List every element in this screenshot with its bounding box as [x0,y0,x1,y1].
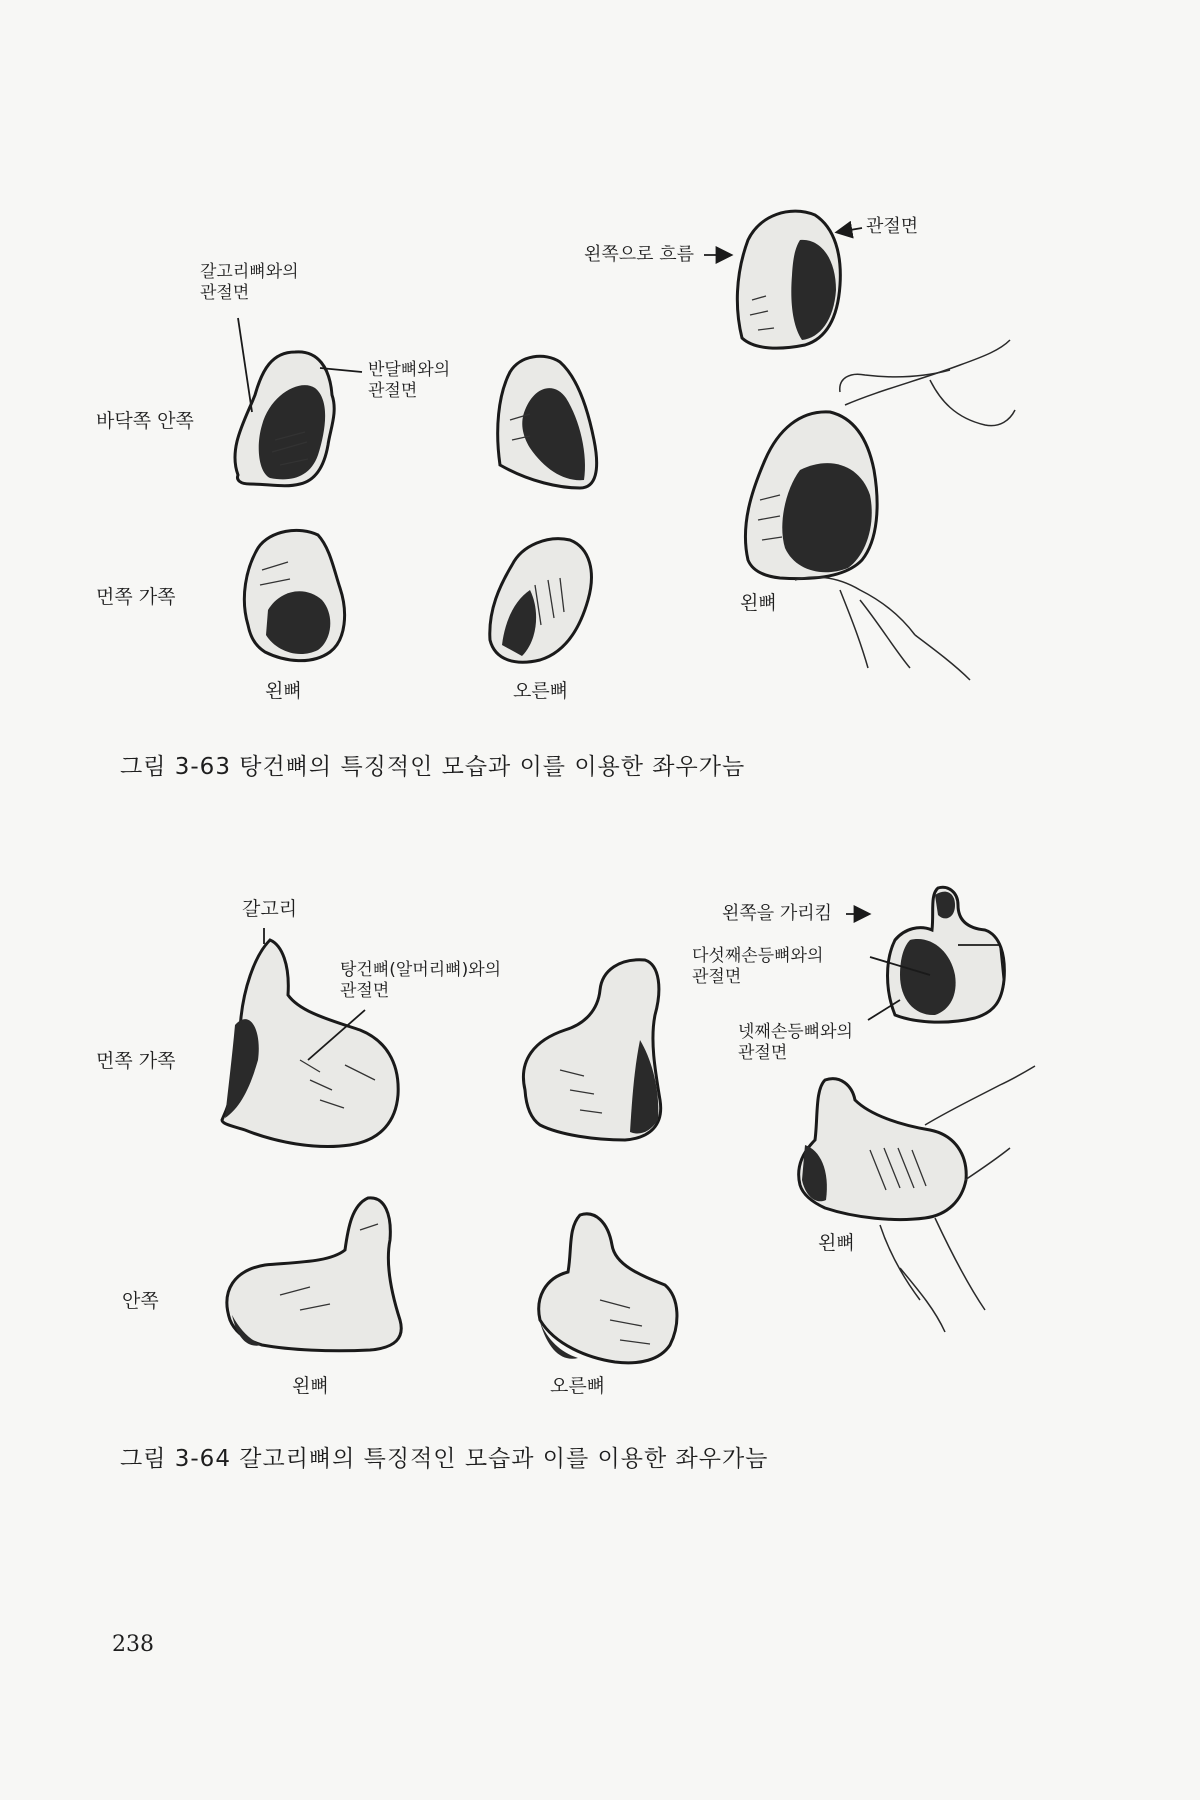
fig63-label-palmar-medial: 바닥쪽 안쪽 [96,410,194,432]
fig63-bone-distal-left [244,530,344,660]
fig64-bone-medial-right [539,1214,677,1363]
fig63-label-lunate-facet: 반달뼈와의 관절면 [368,360,451,401]
fig64-bone-distal-right [523,960,660,1140]
fig63-bone-distal-right [490,539,592,662]
fig63-label-flows-left: 왼쪽으로 흐름 [584,244,695,265]
fig63-label-left-bone: 왼뼈 [265,680,302,702]
fig64-label-fourth-metacarpal-facet: 넷째손등뼈와의 관절면 [738,1022,853,1063]
fig63-label-hamate-facet: 갈고리뼈와의 관절면 [200,262,299,303]
leader-hamate-facet [238,318,252,412]
fig64-label-right-bone: 오른뼈 [550,1375,606,1397]
fig64-bone-medial-left [227,1198,401,1351]
fig64-label-fifth-metacarpal-facet: 다섯째손등뼈와의 관절면 [692,946,824,987]
arrow-articular-surface [838,228,862,232]
fig64-label-left-bone: 왼뼈 [292,1375,329,1397]
fig63-bone-hand-held [745,412,877,579]
page-number: 238 [112,1632,154,1657]
fig64-bone-points-left [888,887,1005,1022]
fig64-label-points-left: 왼쪽을 가리킴 [722,903,833,924]
fig64-caption: 그림 3-64 갈고리뼈의 특징적인 모습과 이를 이용한 좌우가늠 [120,1446,769,1472]
fig63-label-left-bone-hand: 왼뼈 [740,592,777,614]
fig64-label-hook: 갈고리 [242,898,298,920]
fig63-caption: 그림 3-63 탕건뼈의 특징적인 모습과 이를 이용한 좌우가늠 [120,754,746,780]
fig64-bone-hand-held [799,1079,967,1220]
fig64-label-left-bone-hand: 왼뼈 [818,1232,855,1254]
fig64-label-distal-lateral: 먼쪽 가쪽 [96,1050,176,1072]
fig63-bone-palmar-right [498,356,597,488]
fig63-label-distal-lateral: 먼쪽 가쪽 [96,586,176,608]
fig64-label-capitate-facet: 탕건뼈(알머리뼈)와의 관절면 [340,960,502,1001]
fig63-label-right-bone: 오른뼈 [513,680,569,702]
fig63-bone-palmar-left [235,352,334,486]
fig63-label-articular-surface: 관절면 [866,216,919,237]
fig63-bone-flow-left [737,211,840,348]
fig64-label-medial: 안쪽 [122,1290,159,1312]
